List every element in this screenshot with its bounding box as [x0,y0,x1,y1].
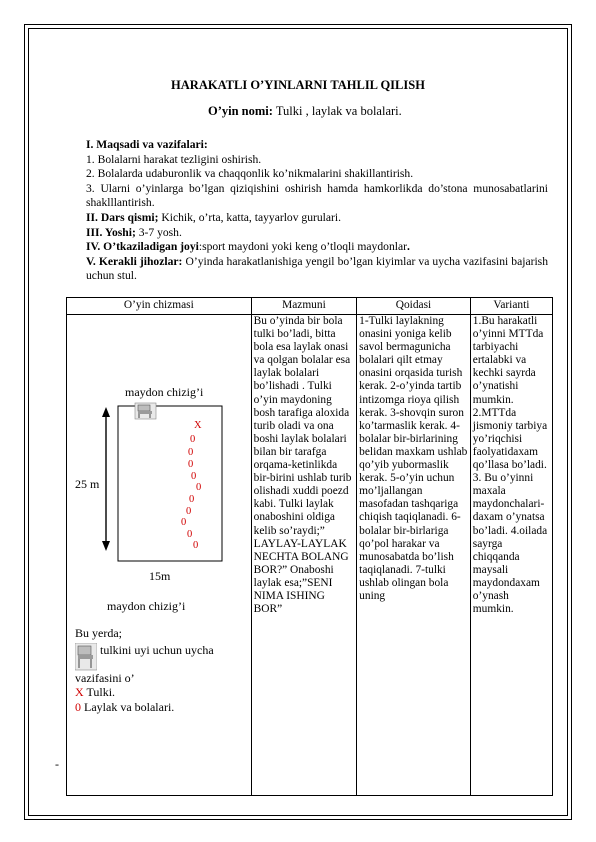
stork-marker: 0 [193,540,199,551]
chair-icon [135,403,156,419]
legend-intro: Bu yerda; [75,626,122,640]
equipment-label: V. Kerakli jihozlar: [86,254,183,268]
lesson-label: II. Dars qismi; [86,210,159,224]
stray-mark: - [55,757,59,771]
age-label: III. Yoshi; [86,225,136,239]
lesson-line [86,211,548,226]
venue-end: . [406,240,410,254]
arrow-head-bottom [102,541,110,551]
game-name-label: O’yin nomi: [208,104,273,118]
table-row [67,315,553,796]
table-header-row [67,298,553,315]
legend-fox-mark: X [75,685,84,699]
age-line [86,226,548,241]
content-text: Bu o’yinda bir bola tulki bo’ladi, bitta bola esa laylak onasi va qolgan bolalar esa laylak bolalari bo’lishadi . Tulki o’yin maydoning bosh tarafiga aloxida turib oladi va ona boshi laylak bolalari bilan bir tarafga orqama-ketinlikda bir-birini ushlab turib olishadi xuddi poezd kabi. Tulki laylak onaboshini oldiga kelib so’raydi;” LAYLAY-LAYLAK NECHTA BOLANG BOR?” Onaboshi laylak esa;”SENI NIMA ISHING BOR” [253,315,352,616]
legend-chair-line [75,643,245,686]
legend-stork-text: Laylak va bolalari. [81,699,175,714]
venue-label: IV. O’tkaziladigan joyi [86,240,199,254]
document-title: HARAKATLI O’YINLARNI TAHLIL QILISH [171,78,425,92]
stork-marker: 0 [188,447,194,458]
game-name [208,104,402,119]
rules-text: 1-Tulki laylakning onasini yoniga kelib savol bermagunicha bolalari qilt etmay onasini orqasida turish kerak. 2-o’yinda tartib intizomga rioya qilish kerak. 3-shovqin suron ko’tarmaslik kerak. 4-bolalar bir-birlarining belidan maxkam ushlab qo’yib yubormaslik kerak. 5-o’yin uchun mo’ljallangan masofadan tashqariga chiqish taqiqlanadi. 6-bolalar bir-birlariga qo’pol harakar va munosabatda bo’lish taqiqlanadi. 7-tulki ushlab olingan bola uning [359,315,468,602]
stork-marker: 0 [196,482,202,493]
field-svg [67,315,244,615]
variants-cell [470,315,552,796]
header-content: Mazmuni [251,298,357,315]
legend-fox-line [75,685,245,700]
legend-fox-text: Tulki. [83,685,116,699]
stork-marker: 0 [186,506,192,517]
field-bottom-label-2: maydon chizig’i [107,599,186,613]
content-cell [251,315,357,796]
equipment-line [86,255,548,284]
age-value: 3-7 yosh. [135,225,182,239]
game-name-value: Tulki , laylak va bolalari. [272,104,402,118]
legend-stork-line [75,700,245,715]
stork-marker: 0 [191,471,197,482]
legend-stork-mark: 0 [75,699,81,714]
stork-marker: 0 [190,434,196,445]
equipment-value: O’yinda harakatlanishiga yengil bo’lgan kiyimlar va uycha vazifasini bajarish uchun stul. [86,254,548,283]
field-rect [118,406,222,561]
goal-item: 2. Bolalarda udaburonlik va chaqqonlik ko’nikmalarini shakillantirish. [86,167,414,181]
goals-heading: I. Maqsadi va vazifalari: [86,138,208,151]
stork-marker: 0 [188,459,194,470]
field-bottom-label: 15m [149,569,171,583]
diagram-cell [67,315,252,796]
intro-section [86,138,548,284]
lesson-value: Kichik, o’rta, katta, tayyarlov gurulari. [158,210,342,224]
analysis-table [66,297,553,796]
field-side-label: 25 m [75,477,100,491]
goal-item: 1. Bolalarni harakat tezligini oshirish. [86,152,262,166]
venue-value: :sport maydoni yoki keng o’tloqli maydonlar [198,240,407,254]
stork-marker: 0 [189,494,195,505]
goal-item: 3. Ularni o’yinlarga bo’lgan qiziqishini oshirish hamda hamkorlikda do’stona munosabatlarini shaklllantirish. [86,181,548,210]
stork-marker: 0 [181,517,187,528]
field-top-label: maydon chizig’i [125,385,204,399]
legend-chair-text: tulkini uyi uchun uycha vazifasini o’ [75,642,214,685]
venue-line [86,240,548,255]
stork-marker: 0 [187,529,193,540]
header-rules: Qoidasi [357,298,471,315]
header-variants: Varianti [470,298,552,315]
header-diagram: O’yin chizmasi [67,298,252,315]
field-diagram [67,315,244,795]
fox-marker: X [194,420,202,431]
rules-cell [357,315,471,796]
diagram-legend [75,626,245,714]
chair-icon [75,643,97,671]
arrow-head-top [102,407,110,417]
variants-text: 1.Bu harakatli o’yinni MTTda tarbiyachi ertalabki va kechki sayrda o’ynatishi mumkin. 2.MTTda jismoniy tarbiya yo’riqchisi faolyatidaxam qo’llasa bo’ladi. 3. Bu o’yinni maxala maydonchalari-daxam o’ynatsa bo’ladi. 4.oilada sayrga chiqqanda maysali maydondaxam o’ynash mumkin. [472,315,548,616]
